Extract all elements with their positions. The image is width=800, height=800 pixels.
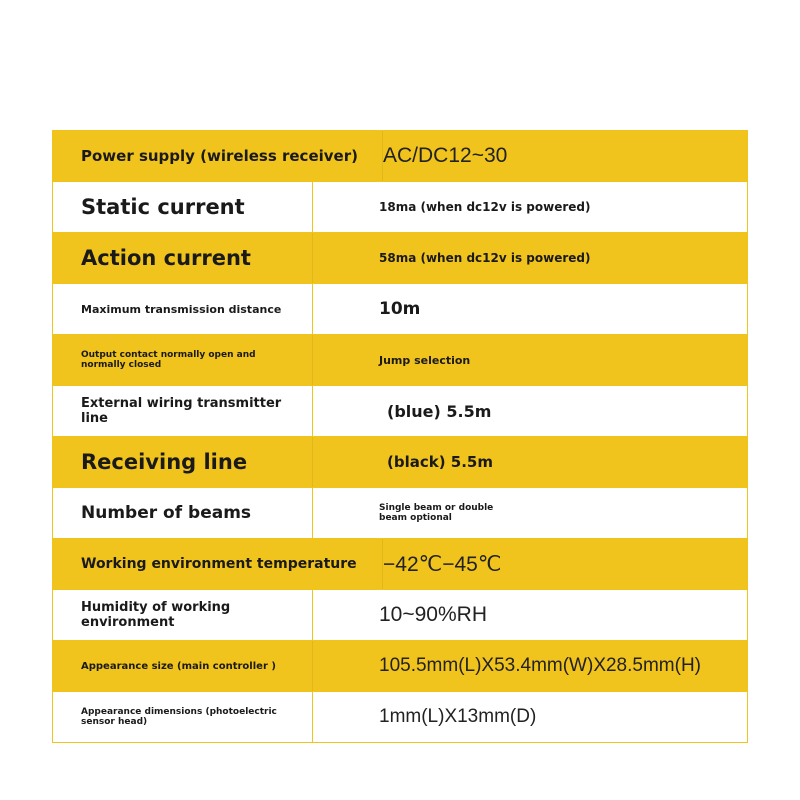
spec-label: Maximum transmission distance (53, 284, 313, 334)
spec-label: Static current (53, 182, 313, 232)
spec-label: Number of beams (53, 488, 313, 538)
spec-label: Action current (53, 233, 313, 283)
spec-value: Jump selection (379, 353, 471, 367)
spec-value: 10m (379, 299, 421, 319)
spec-label: Humidity of working environment (53, 590, 313, 640)
spec-label: Working environment temperature (53, 539, 383, 589)
spec-row-working-temperature (53, 538, 747, 589)
spec-label: External wiring transmitter line (53, 386, 313, 436)
spec-table (52, 130, 748, 743)
spec-value: AC/DC12~30 (383, 144, 508, 167)
spec-row-output-contact (53, 334, 747, 385)
spec-row-appearance-dimensions (53, 691, 747, 742)
spec-row-power-supply (53, 131, 747, 181)
spec-value: (black) 5.5m (387, 453, 494, 471)
spec-value: Single beam or double beam optional (379, 503, 494, 523)
spec-value: −42℃−45℃ (383, 552, 502, 576)
spec-row-static-current (53, 181, 747, 232)
spec-row-humidity (53, 589, 747, 640)
spec-row-transmission-distance (53, 283, 747, 334)
spec-label: Appearance size (main controller ) (53, 641, 313, 691)
spec-value: 105.5mm(L)X53.4mm(W)X28.5mm(H) (379, 655, 701, 676)
spec-value: (blue) 5.5m (387, 401, 492, 421)
spec-row-action-current (53, 232, 747, 283)
spec-label: Appearance dimensions (photoelectric sensor head) (53, 692, 313, 742)
spec-label: Power supply (wireless receiver) (53, 131, 383, 181)
spec-row-transmitter-line (53, 385, 747, 436)
spec-row-number-of-beams (53, 487, 747, 538)
spec-value: 18ma (when dc12v is powered) (379, 200, 591, 214)
spec-value: 10~90%RH (379, 603, 487, 626)
spec-label: Receiving line (53, 437, 313, 487)
spec-label: Output contact normally open and normally closed (53, 335, 313, 385)
spec-row-appearance-size (53, 640, 747, 691)
spec-value: 58ma (when dc12v is powered) (379, 251, 591, 265)
spec-row-receiving-line (53, 436, 747, 487)
spec-value: 1mm(L)X13mm(D) (379, 706, 537, 727)
